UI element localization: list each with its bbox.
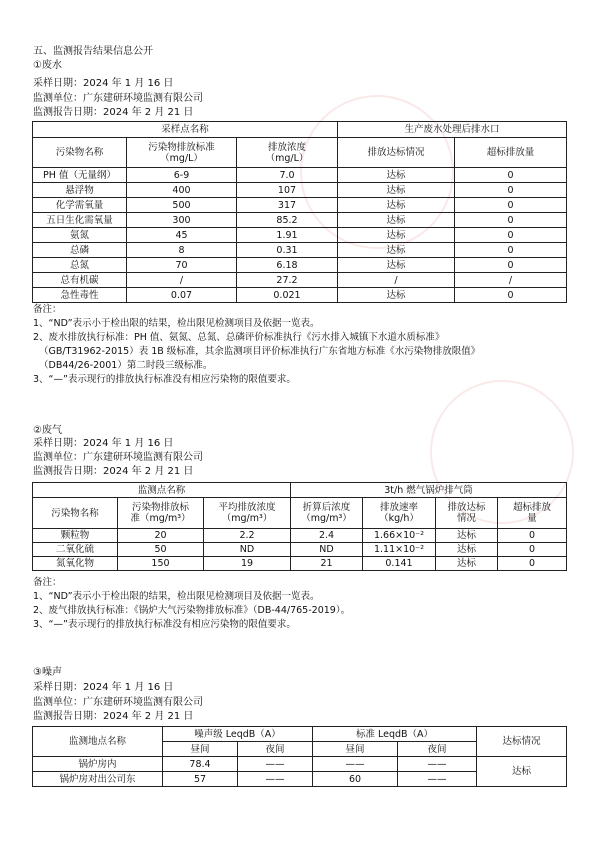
noise-sampling-date: 采样日期：2024 年 1 月 16 日	[33, 682, 174, 693]
standard-header-day: 昼间	[313, 742, 398, 757]
table-cell: 60	[313, 772, 398, 787]
noise-table	[32, 726, 567, 787]
table-cell: 达标	[338, 243, 455, 258]
exhaust-heading: ②废气	[33, 425, 62, 436]
table-cell: 达标	[338, 168, 455, 183]
table-cell: 500	[127, 198, 237, 213]
exhaust-monitoring-unit: 监测单位：广东建研环境监测有限公司	[33, 452, 203, 463]
table-cell: 悬浮物	[33, 183, 127, 198]
table-cell: 0	[455, 168, 567, 183]
note-line: （DB44/26-2001）第二时段三级标准。	[39, 360, 213, 371]
noise-header-standard: 标准 LeqdB（A）	[313, 727, 477, 742]
table-row	[33, 288, 567, 303]
noise-monitoring-unit: 监测单位：广东建研环境监测有限公司	[33, 697, 203, 708]
table-cell: 45	[127, 228, 237, 243]
table-cell: 85.2	[237, 213, 338, 228]
table-cell: ——	[238, 772, 313, 787]
noise-header-day: 昼间	[163, 742, 238, 757]
wastewater-heading: ①废水	[33, 60, 62, 71]
ex-header-standard: 污染物排放标 准（mg/m³）	[118, 498, 204, 529]
noise-report-date: 监测报告日期：2024 年 2 月 21 日	[33, 711, 194, 722]
table-row	[33, 543, 567, 557]
wastewater-sampling-date: 采样日期：2024 年 1 月 16 日	[33, 78, 174, 89]
table-row	[33, 273, 567, 288]
table-cell: 0	[455, 213, 567, 228]
note-line: 1、“ND”表示小于检出限的结果，检出限见检测项目及依据一览表。	[33, 591, 320, 602]
ex-header-converted-concentration: 折算后浓度 （mg/m³）	[291, 498, 363, 529]
table-row	[33, 168, 567, 183]
table-cell: 6-9	[127, 168, 237, 183]
table-cell: 达标	[338, 198, 455, 213]
table-cell: 总有机碳	[33, 273, 127, 288]
note-line: 3、“—”表示现行的排放执行标准没有相应污染物的限值要求。	[33, 619, 296, 630]
table-cell: 2.2	[204, 529, 291, 543]
ww-header-concentration: 排放浓度 （mg/L）	[237, 138, 338, 168]
table-cell: 20	[118, 529, 204, 543]
ex-header-excess: 超标排放 量	[498, 498, 567, 529]
table-cell: /	[455, 273, 567, 288]
table-cell: 五日生化需氧量	[33, 213, 127, 228]
table-cell: 二氧化硫	[33, 543, 118, 557]
table-cell: 达标	[338, 183, 455, 198]
noise-header-status: 达标情况	[477, 727, 567, 757]
table-cell: ——	[398, 772, 477, 787]
ww-header-standard: 污染物排放标准 （mg/L）	[127, 138, 237, 168]
table-cell: 锅炉房内	[33, 757, 163, 772]
table-cell: 400	[127, 183, 237, 198]
table-cell: 急性毒性	[33, 288, 127, 303]
table-row	[33, 557, 567, 571]
ex-header-compliance: 排放达标 情况	[436, 498, 498, 529]
table-cell: 107	[237, 183, 338, 198]
noise-header-level: 噪声级 LeqdB（A）	[163, 727, 313, 742]
exhaust-point-value: 3t/h 燃气锅炉排气筒	[291, 483, 567, 498]
table-row	[33, 198, 567, 213]
noise-status: 达标	[477, 757, 567, 787]
table-row	[33, 228, 567, 243]
standard-header-night: 夜间	[398, 742, 477, 757]
noise-header-location: 监测地点名称	[33, 727, 163, 757]
noise-header-night: 夜间	[238, 742, 313, 757]
table-cell: 达标	[436, 557, 498, 571]
exhaust-report-date: 监测报告日期：2024 年 2 月 21 日	[33, 466, 194, 477]
note-line: 2、废水排放执行标准：PH 值、氨氮、总氮、总磷评价标准执行《污水排入城镇下水道水质标准》	[33, 332, 445, 343]
exhaust-sampling-date: 采样日期：2024 年 1 月 16 日	[33, 438, 174, 449]
table-cell: PH 值（无量纲）	[33, 168, 127, 183]
ex-header-emission-rate: 排放速率 （kg/h）	[363, 498, 436, 529]
exhaust-notes	[33, 576, 350, 632]
table-cell: 0.021	[237, 288, 338, 303]
table-cell: 2.4	[291, 529, 363, 543]
exhaust-point-label: 监测点名称	[33, 483, 291, 498]
table-cell: 总氮	[33, 258, 127, 273]
table-cell: 78.4	[163, 757, 238, 772]
table-cell: 1.91	[237, 228, 338, 243]
table-cell: 0	[455, 228, 567, 243]
table-cell: 1.66×10⁻²	[363, 529, 436, 543]
table-cell: 达标	[436, 543, 498, 557]
wastewater-notes	[33, 303, 480, 387]
table-cell: 0.07	[127, 288, 237, 303]
note-line: 备注：	[33, 304, 62, 315]
table-cell: /	[338, 273, 455, 288]
table-cell: 0.141	[363, 557, 436, 571]
ww-header-pollutant: 污染物名称	[33, 138, 127, 168]
table-cell: 总磷	[33, 243, 127, 258]
table-cell: 70	[127, 258, 237, 273]
table-cell: 27.2	[237, 273, 338, 288]
table-cell: 达标	[338, 258, 455, 273]
table-row	[33, 213, 567, 228]
table-cell: 达标	[436, 529, 498, 543]
table-cell: 0	[498, 529, 567, 543]
table-cell: 0	[455, 183, 567, 198]
wastewater-report-date: 监测报告日期：2024 年 2 月 21 日	[33, 107, 194, 118]
ex-header-avg-concentration: 平均排放浓度 （mg/m³）	[204, 498, 291, 529]
table-cell: 7.0	[237, 168, 338, 183]
section-title: 五、监测报告结果信息公开	[33, 46, 153, 57]
note-line: 3、“—”表示现行的排放执行标准没有相应污染物的限值要求。	[33, 374, 296, 385]
table-cell: ——	[398, 757, 477, 772]
wastewater-table	[32, 121, 567, 303]
table-cell: 57	[163, 772, 238, 787]
table-cell: 0	[498, 557, 567, 571]
table-cell: 1.11×10⁻²	[363, 543, 436, 557]
table-cell: ——	[313, 757, 398, 772]
table-cell: 0	[498, 543, 567, 557]
table-cell: 达标	[338, 288, 455, 303]
table-cell: ND	[204, 543, 291, 557]
table-cell: 21	[291, 557, 363, 571]
table-cell: 317	[237, 198, 338, 213]
table-cell: 颗粒物	[33, 529, 118, 543]
wastewater-point-label: 采样点名称	[33, 122, 338, 138]
ww-header-excess: 超标排放量	[455, 138, 567, 168]
exhaust-table	[32, 482, 567, 571]
table-row	[33, 183, 567, 198]
ww-header-compliance: 排放达标情况	[338, 138, 455, 168]
table-cell: 6.18	[237, 258, 338, 273]
table-cell: 化学需氧量	[33, 198, 127, 213]
table-cell: 0	[455, 258, 567, 273]
table-cell: 达标	[338, 213, 455, 228]
table-row	[33, 258, 567, 273]
table-cell: 8	[127, 243, 237, 258]
table-cell: 0	[455, 198, 567, 213]
note-line: （GB/T31962-2015）表 1B 级标准，其余监测项目评价标准执行广东省地方标准《水污染物排放限值》	[39, 346, 481, 357]
table-cell: 达标	[338, 228, 455, 243]
table-cell: 0	[455, 288, 567, 303]
ex-header-pollutant: 污染物名称	[33, 498, 118, 529]
table-cell: 氨氮	[33, 228, 127, 243]
table-cell: 0	[455, 243, 567, 258]
note-line: 备注：	[33, 577, 62, 588]
table-row	[33, 757, 567, 772]
wastewater-point-value: 生产废水处理后排水口	[338, 122, 567, 138]
note-line: 1、“ND”表示小于检出限的结果，检出限见检测项目及依据一览表。	[33, 318, 320, 329]
table-cell: 19	[204, 557, 291, 571]
table-row	[33, 243, 567, 258]
table-cell: ND	[291, 543, 363, 557]
table-cell: 锅炉房对出公司东	[33, 772, 163, 787]
table-row	[33, 529, 567, 543]
wastewater-monitoring-unit: 监测单位：广东建研环境监测有限公司	[33, 93, 203, 104]
table-cell: 0.31	[237, 243, 338, 258]
table-cell: /	[127, 273, 237, 288]
note-line: 2、废气排放执行标准：《锅炉大气污染物排放标准》（DB-44/765-2019）。	[33, 605, 351, 616]
table-cell: 50	[118, 543, 204, 557]
table-cell: ——	[238, 757, 313, 772]
table-cell: 150	[118, 557, 204, 571]
noise-heading: ③噪声	[33, 667, 62, 678]
table-cell: 300	[127, 213, 237, 228]
table-cell: 氮氧化物	[33, 557, 118, 571]
